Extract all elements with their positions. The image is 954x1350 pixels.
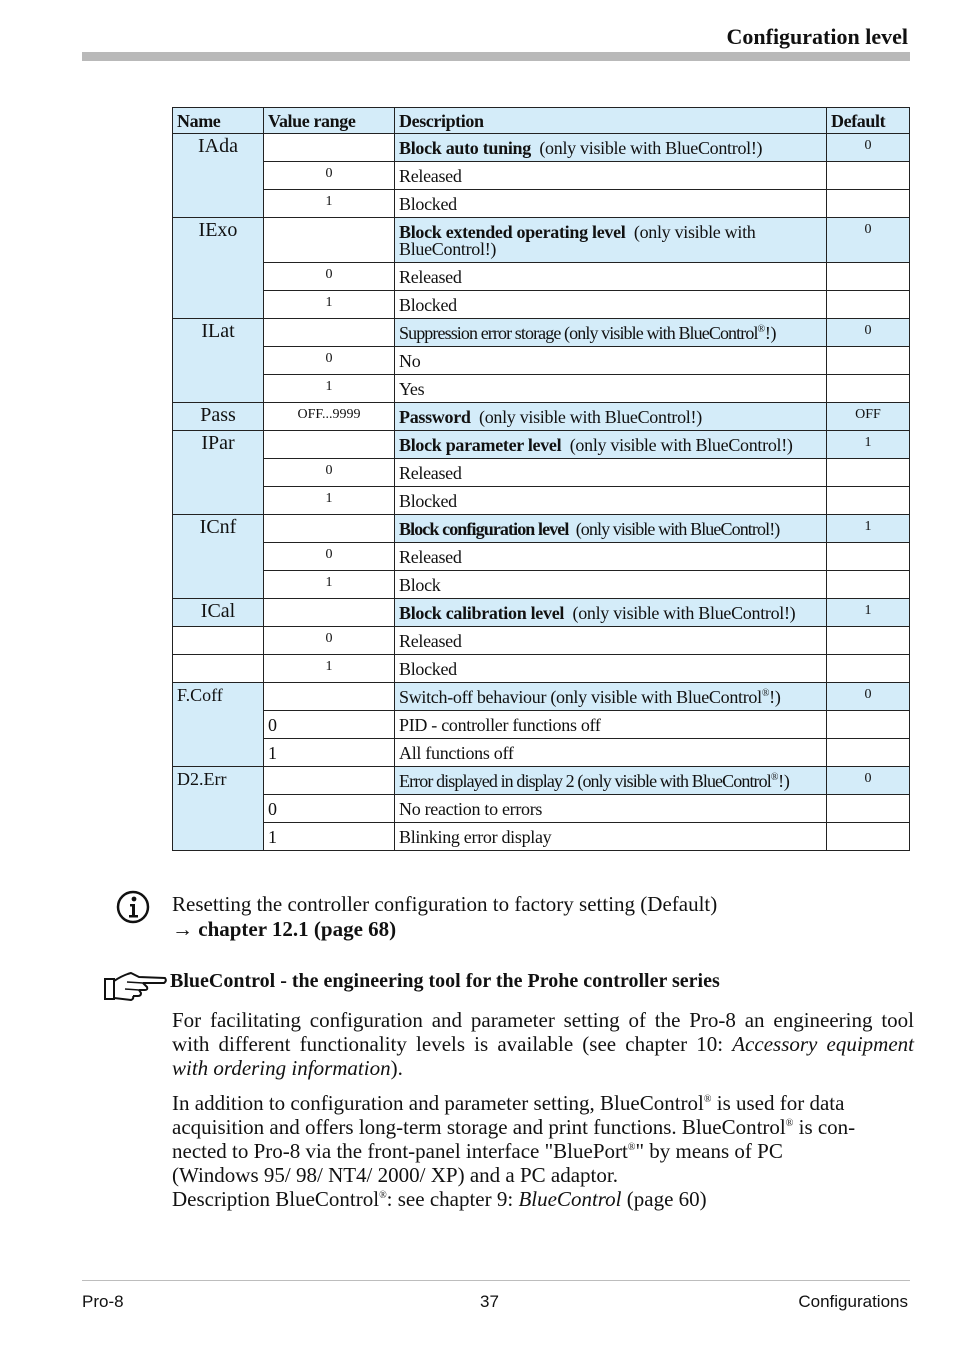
table-row (173, 487, 910, 515)
empty-cell (827, 739, 910, 767)
option-description: PID - controller functions off (395, 711, 827, 739)
paragraph-text: In addition to configuration and parameter setting, BlueControl (172, 1091, 704, 1115)
value-range: OFF...9999 (264, 403, 395, 431)
column-header-description: Description (395, 108, 827, 134)
description-text: !) (764, 323, 777, 343)
empty-cell (827, 627, 910, 655)
empty-cell (827, 291, 910, 319)
value-range (264, 134, 395, 162)
parameter-name: ILat (173, 319, 264, 403)
parameter-description (395, 599, 827, 627)
table-row (173, 375, 910, 403)
arrow-glyph: → (172, 917, 193, 941)
option-value: 1 (264, 823, 395, 851)
option-description: Released (395, 543, 827, 571)
paragraph-text: is con- (793, 1115, 856, 1139)
table-row (173, 291, 910, 319)
default-value: 0 (827, 134, 910, 162)
description-text: (only visible with BlueControl!) (470, 407, 702, 427)
parameter-name: Pass (173, 403, 264, 431)
parameter-name: ICal (173, 599, 264, 627)
paragraph-text: (Windows 95/ 98/ NT4/ 2000/ XP) and a PC adaptor. (172, 1163, 618, 1187)
paragraph-text: For facilitating configuration and parameter setting of the Pro-8 an engineering tool with different functionality levels is available (see chapter 10: (172, 1008, 914, 1056)
registered-mark: ® (761, 688, 770, 699)
table-row (173, 599, 910, 627)
info-note-reference (172, 917, 717, 942)
empty-cell (827, 162, 910, 190)
option-description: Released (395, 263, 827, 291)
description-text: (only visible with BlueControl!) (399, 222, 760, 259)
empty-cell (827, 459, 910, 487)
table-row (173, 459, 910, 487)
table-row (173, 823, 910, 851)
description-text: Error displayed in display 2 (only visible with BlueControl (399, 771, 771, 791)
empty-cell (827, 711, 910, 739)
footer-page-number: 37 (480, 1292, 499, 1311)
paragraph-text: : see chapter 9: (386, 1187, 519, 1211)
empty-cell (827, 347, 910, 375)
default-value: 0 (827, 767, 910, 795)
table-row (173, 627, 910, 655)
configuration-table (172, 107, 910, 851)
option-value: 1 (264, 739, 395, 767)
description-bold: Block configuration level (399, 519, 569, 539)
header-rule (82, 52, 910, 61)
registered-mark: ® (757, 324, 765, 335)
description-bold: Block calibration level (399, 603, 565, 623)
description-text: Suppression error storage (only visible with BlueControl (399, 323, 758, 343)
value-range (264, 218, 395, 263)
table-row (173, 515, 910, 543)
table-row (173, 739, 910, 767)
table-row (173, 571, 910, 599)
paragraph-italic-text: BlueControl (518, 1187, 622, 1211)
option-description: Blocked (395, 655, 827, 683)
paragraph-text: Description BlueControl (172, 1187, 380, 1211)
empty-cell (827, 823, 910, 851)
table-row (173, 767, 910, 795)
option-description: No reaction to errors (395, 795, 827, 823)
paragraph-text: is used for data acquisition and offers long-term storage and print functions. BlueControl (172, 1091, 845, 1139)
paragraph-text: nected to Pro-8 via the front-panel interface "BluePort (172, 1139, 628, 1163)
description-bold: Block extended operating level (399, 222, 626, 242)
column-header-name: Name (173, 108, 264, 134)
option-value: 0 (264, 711, 395, 739)
table-row (173, 347, 910, 375)
option-value: 1 (264, 190, 395, 218)
parameter-description (395, 134, 827, 162)
registered-mark: ® (785, 1118, 794, 1129)
paragraph-text: ). (390, 1056, 403, 1080)
parameter-description (395, 218, 827, 263)
bluecontrol-paragraph-1 (172, 1008, 914, 1080)
default-value: 1 (827, 431, 910, 459)
option-value: 1 (264, 291, 395, 319)
table-row (173, 162, 910, 190)
registered-mark: ® (703, 1094, 712, 1105)
default-value: OFF (827, 403, 910, 431)
option-description: Block (395, 571, 827, 599)
parameter-name: F.Coff (173, 683, 264, 767)
option-description: Released (395, 162, 827, 190)
option-value: 1 (264, 375, 395, 403)
value-range (264, 319, 395, 347)
footer-rule (82, 1280, 910, 1281)
empty-cell (827, 543, 910, 571)
option-value: 0 (264, 162, 395, 190)
table-row (173, 218, 910, 263)
option-description: Yes (395, 375, 827, 403)
description-text: (only visible with BlueControl!) (564, 603, 796, 623)
table-row (173, 319, 910, 347)
description-text: !) (778, 771, 790, 791)
parameter-description (395, 683, 827, 711)
default-value: 0 (827, 218, 910, 263)
option-description: Blocked (395, 487, 827, 515)
option-value: 0 (264, 459, 395, 487)
footer-section: Configurations (798, 1292, 908, 1311)
empty-cell (827, 190, 910, 218)
description-bold: Block auto tuning (399, 138, 531, 158)
table-row (173, 711, 910, 739)
parameter-description (395, 515, 827, 543)
description-bold: Block parameter level (399, 435, 562, 455)
option-description: Released (395, 459, 827, 487)
table-row (173, 543, 910, 571)
parameter-description (395, 767, 827, 795)
description-text: Switch-off behaviour (only visible with BlueControl (399, 687, 762, 707)
empty-cell (827, 571, 910, 599)
empty-cell (827, 487, 910, 515)
option-value: 0 (264, 263, 395, 291)
default-value: 0 (827, 319, 910, 347)
value-range (264, 683, 395, 711)
table-row (173, 683, 910, 711)
value-range (264, 431, 395, 459)
table-row (173, 134, 910, 162)
empty-cell (173, 627, 264, 655)
parameter-name: IExo (173, 218, 264, 319)
paragraph-text: (page 60) (621, 1187, 707, 1211)
description-text: (only visible with BlueControl!) (561, 435, 793, 455)
column-header-value-range: Value range (264, 108, 395, 134)
info-note-line: Resetting the controller configuration to factory setting (Default) (172, 892, 718, 916)
parameter-name: ICnf (173, 515, 264, 599)
option-description: Blinking error display (395, 823, 827, 851)
option-value: 1 (264, 571, 395, 599)
bluecontrol-paragraph-2 (172, 1091, 914, 1211)
value-range (264, 767, 395, 795)
option-value: 0 (264, 627, 395, 655)
option-description: Blocked (395, 190, 827, 218)
parameter-name: IAda (173, 134, 264, 218)
info-icon (116, 890, 150, 924)
table-row (173, 655, 910, 683)
info-note (172, 892, 717, 942)
page-header-title: Configuration level (726, 24, 908, 49)
bluecontrol-heading: BlueControl - the engineering tool for the Prohe controller series (170, 970, 720, 992)
paragraph-text: " by means of PC (635, 1139, 783, 1163)
option-description: No (395, 347, 827, 375)
table-row (173, 795, 910, 823)
table-row (173, 263, 910, 291)
option-value: 0 (264, 347, 395, 375)
footer-product: Pro-8 (82, 1292, 124, 1311)
option-value: 1 (264, 487, 395, 515)
table-row (173, 403, 910, 431)
default-value: 1 (827, 515, 910, 543)
registered-mark: ® (379, 1190, 387, 1201)
option-description: Released (395, 627, 827, 655)
chapter-reference: chapter 12.1 (page 68) (198, 917, 397, 941)
description-text: (only visible with BlueControl!) (530, 138, 763, 158)
table-row (173, 431, 910, 459)
default-value: 0 (827, 683, 910, 711)
description-bold: Password (399, 407, 471, 427)
registered-mark: ® (627, 1142, 636, 1153)
empty-cell (827, 263, 910, 291)
pointing-hand-icon (103, 967, 167, 1003)
parameter-description (395, 403, 827, 431)
column-header-default: Default (827, 108, 910, 134)
empty-cell (827, 655, 910, 683)
table-header-row (173, 108, 910, 134)
parameter-name: D2.Err (173, 767, 264, 851)
registered-mark: ® (770, 772, 779, 783)
value-range (264, 515, 395, 543)
description-text: (only visible with BlueControl!) (568, 519, 780, 539)
table-body (173, 134, 910, 851)
description-text: !) (769, 687, 781, 707)
parameter-name: IPar (173, 431, 264, 515)
parameter-description (395, 319, 827, 347)
option-description: Blocked (395, 291, 827, 319)
option-value: 0 (264, 543, 395, 571)
value-range (264, 599, 395, 627)
option-description: All functions off (395, 739, 827, 767)
default-value: 1 (827, 599, 910, 627)
empty-cell (173, 655, 264, 683)
option-value: 0 (264, 795, 395, 823)
empty-cell (827, 375, 910, 403)
option-value: 1 (264, 655, 395, 683)
empty-cell (827, 795, 910, 823)
paragraph-italic-text: Accessory equipment with ordering information (172, 1032, 915, 1080)
table-row (173, 190, 910, 218)
parameter-description (395, 431, 827, 459)
